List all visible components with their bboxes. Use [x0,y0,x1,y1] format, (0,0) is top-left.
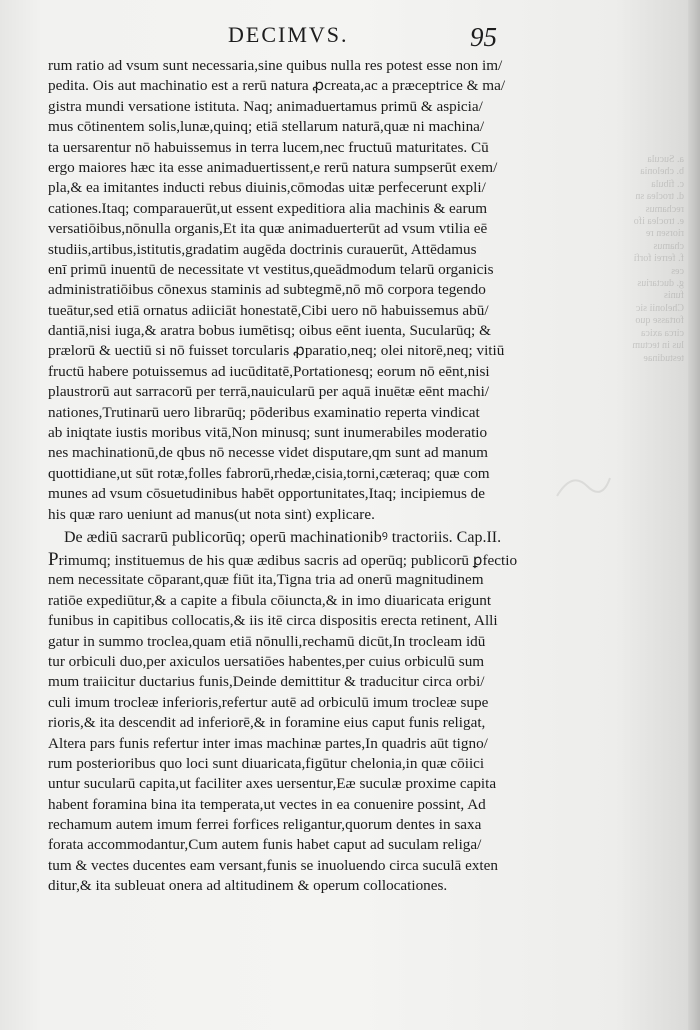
chapter-first-line-text: rimumq; instituemus de his quæ ædibus sacris ad operūq; publicorū ꝑfectio [58,551,518,569]
bleed-through-line: funis [664,290,684,302]
bleed-through-line: Chelonii sic [635,302,684,314]
text-line: mum traiicitur ductarius funis,Deinde demittitur & traducitur circa orbi/ [48,673,485,691]
bleed-through-line: d. troclea sn [635,191,684,203]
text-line: nem necessitate cōparant,quæ fiūt ita,Tigna tria ad onerū magnitudinem [48,571,484,589]
paragraph-chapter-two [48,570,532,896]
text-line: gistra mundi versatione istituta. Naq; animaduertamus primū & aspicia/ [48,97,483,115]
text-line: tueātur,sed etiā ornatus adiiciāt honestatē,Cibi uero nō habuissemus abū/ [48,301,489,319]
text-line: pla,& ea imitantes inducti rebus diuinis,cōmodas uitæ perfecerunt expli/ [48,179,486,197]
text-line: forata accommodantur,Cum autem funis habet caput ad suculam religa/ [48,836,482,854]
page-number: 95 [470,22,497,52]
bleed-through-line: a. Sucula [647,154,684,165]
text-line: tur orbiculi duo,per axiculos uersatiōes habentes,per cuius orbiculū sum [48,652,485,670]
bleed-through-line: rechamus [645,203,684,215]
margin-stain-icon [552,466,612,506]
text-line: quottidiane,ut sūt rotæ,folles fabrorū,rhedæ,cisia,torni,cæteraq; quæ com [48,464,490,482]
bleed-through-line: f. ferrei forfi [633,253,684,265]
bleed-through-line: ces [671,265,684,277]
text-line: studiis,artibus,istitutis,gradatim augēda doctrinis curauerūt, Attēdamus [48,240,477,258]
text-line: ergo maiores hæc ita esse animaduertissent,e rerū natura sumpserūt exem/ [48,158,498,176]
text-line: ab iniqtate iustis moribus vitā,Non minusq; sunt inumerabiles moderatio [48,424,488,442]
text-line: munes ad vsum cōsuetudinibus habēt opportunitates,Itaq; incipiemus de [48,485,485,503]
text-line: ratiōe expediūtur,& a capite a fibula cōiuncta,& in imo diuaricata erigunt [48,591,492,609]
text-line: versatiōibus,nōnulla organis,Et ita quæ animaduerterūt ad vsum vtilia eē [48,220,488,238]
text-line: dantiā,nisi iuga,& aratra bobus iumētisq; oibus eēnt iuenta, Sucularūq; & [48,322,491,340]
running-head: DECIMVS. [228,22,349,47]
bleed-through-line: c. fibula [651,178,684,190]
text-line: habent foramina bina ita temperata,ut vectes in ea conuenire possint, Ad [48,795,486,813]
text-line: untur sucularū capita,ut faciliter axes uersentur,Eæ suculæ proxime capita [48,775,497,793]
chapter-initial: P [48,548,59,570]
text-line: gatur in summo troclea,quam etiā nōnulli,rechamū dicūt,In trocleam idū [48,632,486,650]
text-line: prælorū & uectiū si nō fuisset torcularis ꝓparatio,neq; olei nitorē,neq; vitiū [48,342,505,360]
bleed-through-line: g. ductarius [637,278,684,290]
text-line: rechamum autem imum ferrei forfices religantur,quorum dentes in saxa [48,816,482,834]
bleed-through-line: fortasse quo [635,315,684,327]
text-line: ditur,& ita subleuat onera ad altitudinem & operum collocationes. [48,877,448,895]
text-line: pedita. Ois aut machinatio est a rerū natura ꝓcreata,ac a præceptrice & ma/ [48,77,506,95]
text-line: fructū habere potuissemus ad iucūditatē,Portationesq; eorum nō eēnt,nisi [48,362,490,380]
bleed-through-line: testudinae [643,352,684,364]
text-line: rioris,& ita descendit ad inferiorē,& in foramine eius caput funis religat, [48,714,486,732]
text-line: nationes,Trutinarū uero librarūq; pōderibus examinatio reperta vindicat [48,403,480,421]
text-line: Altera pars funis refertur inter imas machinæ partes,In quadris aūt tigno/ [48,734,488,752]
text-line: mus cōtinentem solis,lunæ,quinq; etiā stellarum naturā,quæ ni machina/ [48,118,485,136]
page-gutter-shadow [688,0,700,1030]
text-line: nes machinationū,de qbus nō necesse videt disputare,qm sunt ad manum [48,444,488,462]
bleed-through-line: e. troclea ifo [633,216,684,228]
text-line: administratiōibus cōnexus staminis ad subtegmē,nō mō corpora tegendo [48,281,486,299]
text-line: his quæ raro ueniunt ad manus(ut nota sint) explicare. [48,505,375,523]
text-line: cationes.Itaq; comparauerūt,ut essent expeditiora alia machinis & earum [48,199,488,217]
paragraph-preface [48,56,532,525]
text-line: tum & vectes ducentes eam versant,funis se inuoluendo circa suculā exten [48,856,498,874]
text-line: rum posterioribus quo loci sunt diuaricata,figūtur chelonia,in quæ cōiici [48,754,485,772]
bleed-through-line: b. chelonia [640,166,684,178]
bleed-through-line: riorsen re [645,228,684,240]
bleed-through-margin-notes [548,154,684,365]
text-line: funibus in capitibus collocatis,& iis itē circa dispositis erecta retinent, Alli [48,612,498,630]
chapter-first-line [48,550,532,570]
main-text-block [48,56,532,897]
bleed-through-line: circa axica [640,327,684,339]
text-line: culi imum trocleæ inferioris,refertur autē ad orbiculū imum trocleæ supe [48,693,489,711]
chapter-heading: De ædiū sacrarū publicorūq; operū machinationibꝰ tractoriis. Cap.II. [64,528,502,546]
text-line: ta uersarentur nō habuissemus in terra lucem,nec fructuū maturitates. Cū [48,138,489,156]
bleed-through-line: lus in tectum [632,340,684,352]
text-line: enī primū inuentū de necessitate vt vestitus,queādmodum telarū organicis [48,260,494,278]
bleed-through-line: chamus [653,240,684,252]
text-line: rum ratio ad vsum sunt necessaria,sine quibus nulla res potest esse non im/ [48,57,503,74]
text-line: plaustrorū aut sarracorū per terrā,nauicularū per aquā inuētæ eēnt machi/ [48,383,490,401]
